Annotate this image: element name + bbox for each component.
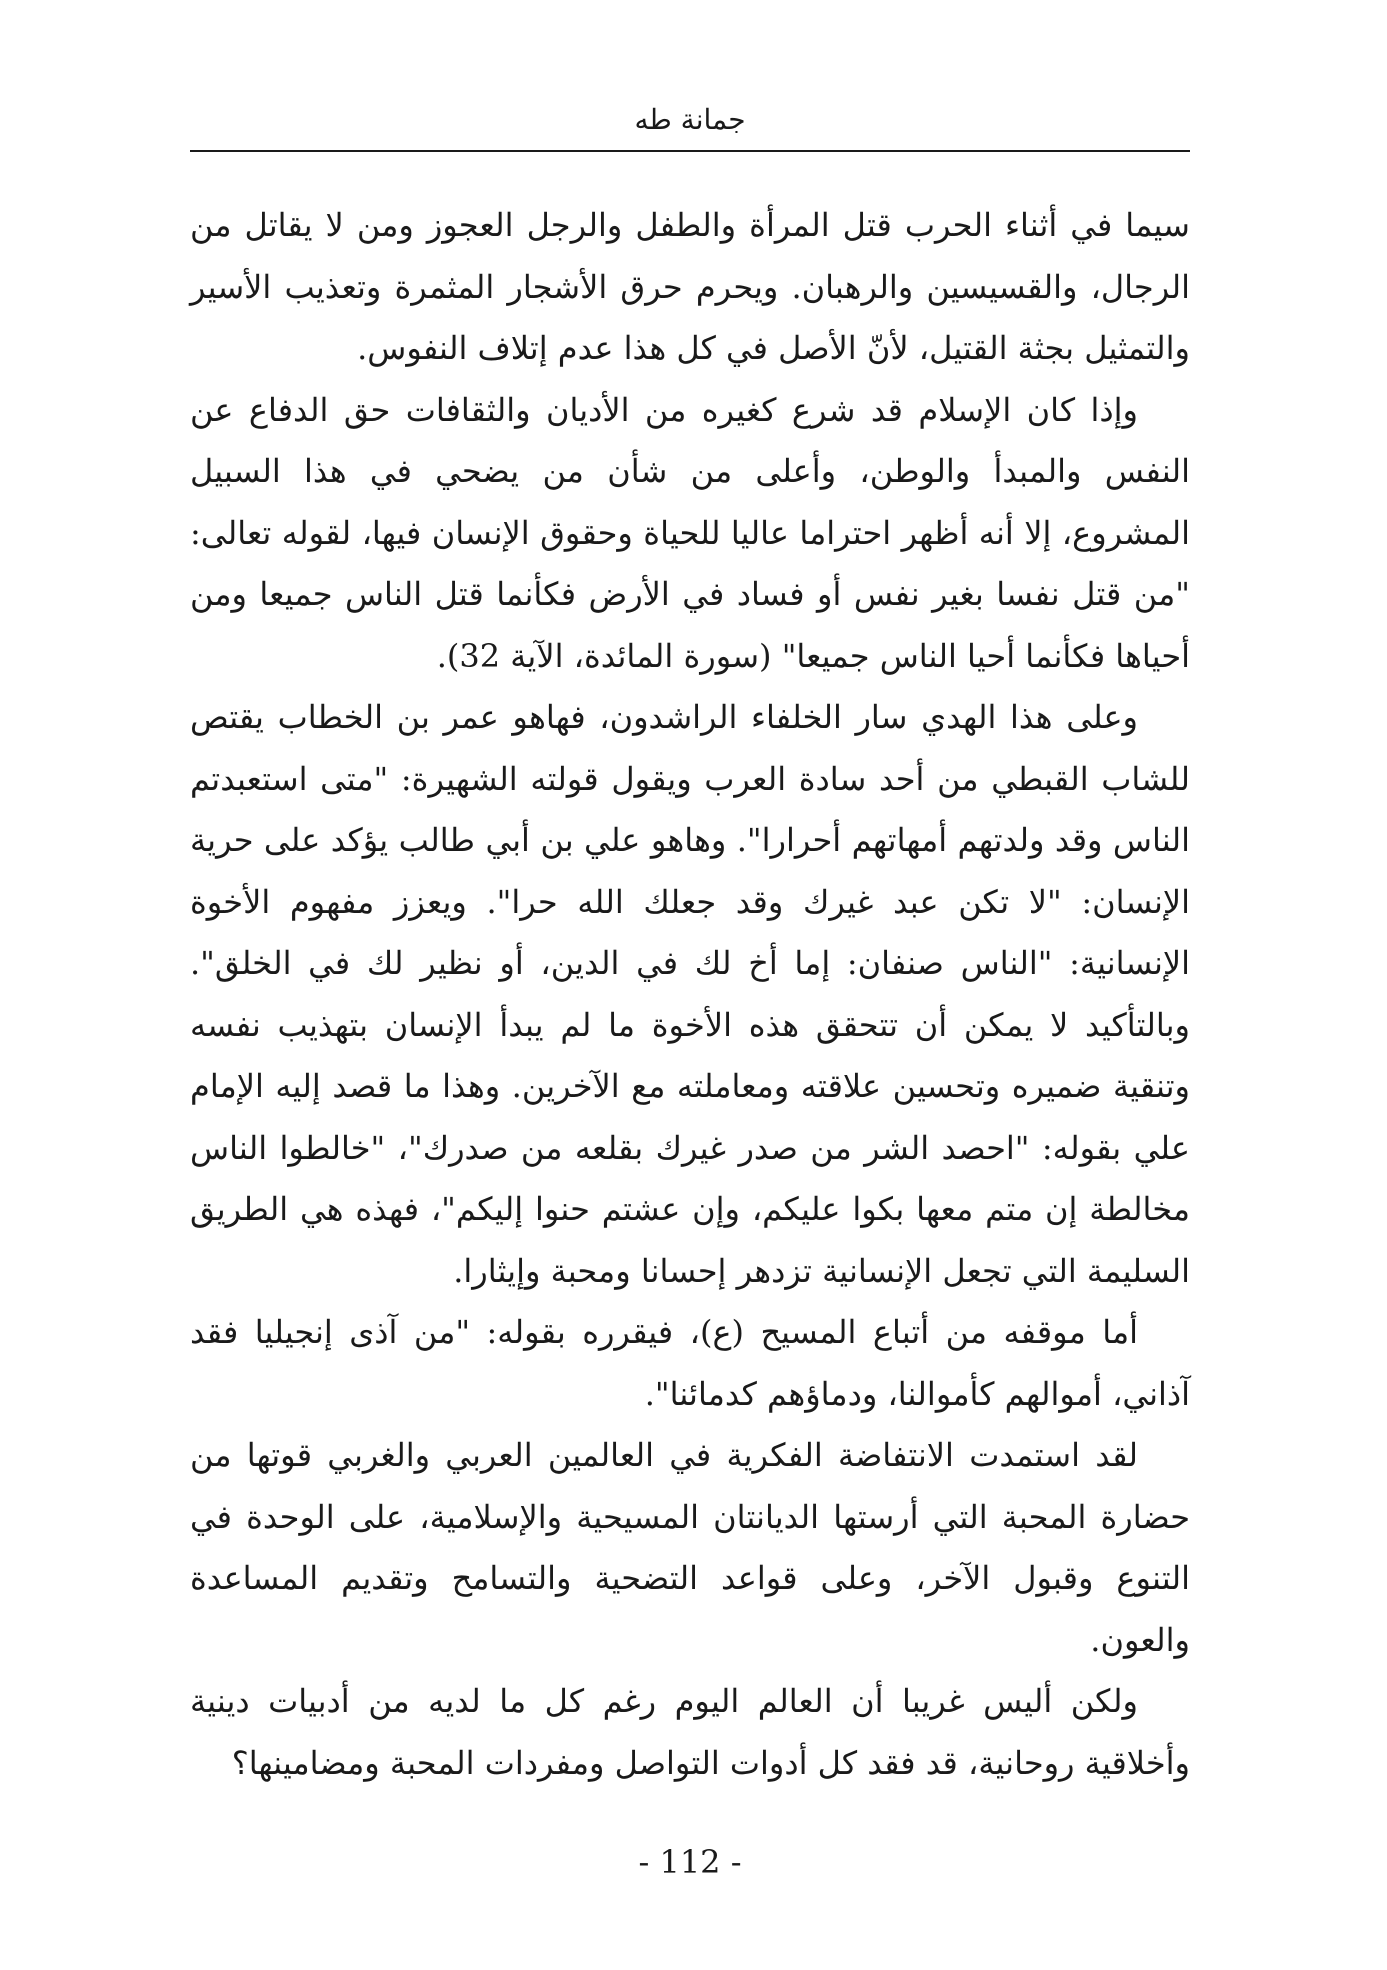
header-divider: [190, 150, 1190, 152]
paragraph-1: سيما في أثناء الحرب قتل المرأة والطفل والرجل العجوز ومن لا يقاتل من الرجال، والقسيسين والرهبان. ويحرم حرق الأشجار المثمرة وتعذيب الأسير والتمثيل بجثة القتيل، لأنّ الأصل في كل هذا عدم إتلاف النفوس.: [190, 206, 1190, 367]
paragraph-5: لقد استمدت الانتفاضة الفكرية في العالمين العربي والغربي قوتها من حضارة المحبة التي أرستها الديانتان المسيحية والإسلامية، على الوحدة في التنوع وقبول الآخر، وعلى قواعد التضحية والتسامح وتقديم المساعدة والعون.: [190, 1436, 1190, 1659]
paragraph-2: وإذا كان الإسلام قد شرع كغيره من الأديان والثقافات حق الدفاع عن النفس والمبدأ والوطن، وأعلى من شأن من يضحي في هذا السبيل المشروع، إلا أنه أظهر احتراما عاليا للحياة وحقوق الإنسان فيها، لقوله تعالى: "من قتل نفسا بغير نفس أو فساد في الأرض فكأنما قتل الناس جميعا ومن أحياها فكأنما أحيا الناس جميعا" (سورة المائدة، الآية 32).: [190, 390, 1191, 675]
page-body: [190, 195, 1190, 1794]
page-number: - 112 -: [638, 1843, 742, 1881]
paragraph-6: ولكن أليس غريبا أن العالم اليوم رغم كل ما لديه من أدبيات دينية وأخلاقية روحانية، قد فقد كل أدوات التواصل ومفردات المحبة ومضامينها؟: [190, 1682, 1190, 1782]
paragraph-4: أما موقفه من أتباع المسيح (ع)، فيقرره بقوله: "من آذى إنجيليا فقد آذاني، أموالهم كأموالنا، ودماؤهم كدمائنا".: [190, 1313, 1190, 1413]
paragraph-3: وعلى هذا الهدي سار الخلفاء الراشدون، فهاهو عمر بن الخطاب يقتص للشاب القبطي من أحد سادة العرب ويقول قولته الشهيرة: "متى استعبدتم الناس وقد ولدتهم أمهاتهم أحرارا". وهاهو علي بن أبي طالب يؤكد على حرية الإنسان: "لا تكن عبد غيرك وقد جعلك الله حرا". ويعزز مفهوم الأخوة الإنسانية: "الناس صنفان: إما أخ لك في الدين، أو نظير لك في الخلق". وبالتأكيد لا يمكن أن تتحقق هذه الأخوة ما لم يبدأ الإنسان بتهذيب نفسه وتنقية ضميره وتحسين علاقته ومعاملته مع الآخرين. وهذا ما قصد إليه الإمام علي بقوله: "احصد الشر من صدر غيرك بقلعه من صدرك"، "خالطوا الناس مخالطة إن متم معها بكوا عليكم، وإن عشتم حنوا إليكم"، فهذه هي الطريق السليمة التي تجعل الإنسانية تزدهر إحسانا ومحبة وإيثارا.: [190, 698, 1191, 1290]
running-header-title: جمانة طه: [634, 103, 746, 136]
